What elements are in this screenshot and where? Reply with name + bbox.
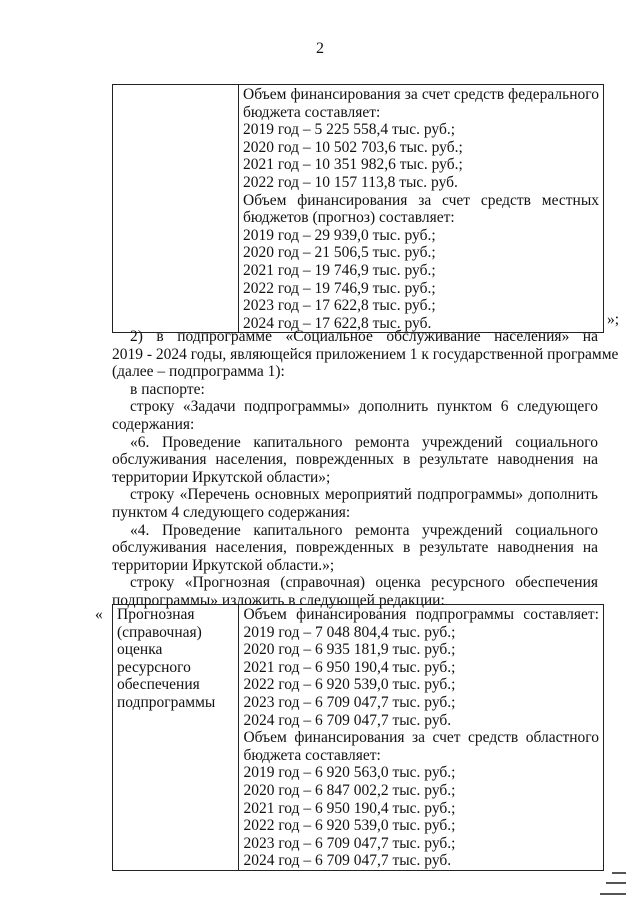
text-line: бюджета составляет:	[243, 746, 381, 764]
text-line: 2019 год – 29 939,0 тыс. руб.;	[243, 226, 436, 244]
table-closing-mark: »;	[607, 311, 620, 328]
text-line: территории Иркутской области.»;	[112, 556, 335, 574]
text-line: Объем финансирования подпрограммы составляет:	[243, 606, 599, 623]
text-line: 2020 год – 6 847 002,2 тыс. руб.;	[243, 781, 456, 799]
text-line: обеспечения	[117, 676, 200, 694]
table-opening-mark: «	[95, 606, 103, 623]
text-line: 2022 год – 19 746,9 тыс. руб.;	[243, 279, 436, 297]
scan-edge-mark	[600, 893, 626, 895]
text-line: 2022 год – 6 920 539,0 тыс. руб.;	[243, 817, 456, 835]
text-line: 2021 год – 6 950 190,4 тыс. руб.;	[243, 658, 456, 676]
text-line: строку «Задачи подпрограммы» дополнить пунктом 6 следующего	[130, 398, 598, 416]
text-line: (далее – подпрограмма 1):	[112, 363, 285, 381]
funding-cell	[239, 605, 604, 871]
text-line: 2024 год – 6 709 047,7 тыс. руб.	[243, 711, 452, 729]
text-line: содержания:	[112, 415, 195, 433]
text-line: подпрограммы	[117, 693, 216, 711]
text-line: оценка	[117, 641, 163, 659]
text-line: 2) в подпрограмме «Социальное обслуживание населения» на	[130, 328, 598, 345]
text-line: 2021 год – 6 950 190,4 тыс. руб.;	[243, 799, 456, 817]
funding-cell	[239, 85, 604, 333]
text-line: Объем финансирования за счет средств областного	[243, 729, 599, 747]
text-line: строку «Перечень основных мероприятий подпрограммы» дополнить	[130, 486, 598, 504]
text-line: «4. Проведение капитального ремонта учреждений социального	[130, 521, 598, 539]
page-number: 2	[316, 40, 324, 57]
text-line: Объем финансирования за счет средств федерального	[243, 86, 599, 103]
text-line: 2020 год – 21 506,5 тыс. руб.;	[243, 244, 436, 262]
text-line: бюджета составляет:	[243, 103, 381, 121]
text-line: территории Иркутской области»;	[112, 468, 331, 486]
text-line: строку «Прогнозная (справочная) оценка ресурсного обеспечения	[130, 574, 598, 592]
text-line: 2024 год – 6 709 047,7 тыс. руб.	[243, 852, 452, 870]
text-line: 2020 год – 10 502 703,6 тыс. руб.;	[243, 138, 463, 156]
text-line: (справочная)	[117, 623, 202, 641]
text-line: обслуживания населения, поврежденных в результате наводнения на	[112, 451, 598, 469]
text-line: 2020 год – 6 935 181,9 тыс. руб.;	[243, 641, 456, 659]
funding-table-continuation	[112, 84, 604, 333]
text-line: бюджетов (прогноз) составляет:	[243, 209, 455, 227]
scan-edge-mark	[612, 872, 626, 874]
text-line: 2022 год – 6 920 539,0 тыс. руб.;	[243, 676, 456, 694]
subprogram-funding-table	[112, 604, 604, 871]
text-line: 2019 год – 7 048 804,4 тыс. руб.;	[243, 623, 456, 641]
text-line: 2019 год – 6 920 563,0 тыс. руб.;	[243, 764, 456, 782]
text-line: 2023 год – 6 709 047,7 тыс. руб.;	[243, 693, 456, 711]
text-line: 2021 год – 19 746,9 тыс. руб.;	[243, 261, 436, 279]
scan-edge-mark	[606, 882, 626, 884]
text-line: в паспорте:	[130, 380, 205, 398]
text-line: обслуживания населения, поврежденных в результате наводнения на	[112, 539, 598, 557]
text-line: 2019 год – 5 225 558,4 тыс. руб.;	[243, 121, 456, 139]
text-line: 2022 год – 10 157 113,8 тыс. руб.	[243, 173, 458, 191]
text-line: 2023 год – 17 622,8 тыс. руб.;	[243, 297, 436, 315]
row-label-cell	[113, 605, 239, 871]
text-line: пунктом 4 следующего содержания:	[112, 503, 351, 521]
text-line: 2019 - 2024 годы, являющейся приложением 1 к государственной программе	[112, 345, 619, 363]
text-line: ресурсного	[117, 658, 191, 676]
text-line: Объем финансирования за счет средств местных	[243, 191, 599, 209]
text-line: подпрограммы» изложить в следующей редакции:	[112, 591, 445, 609]
text-line: Прогнозная	[117, 606, 195, 623]
text-line: «6. Проведение капитального ремонта учреждений социального	[130, 433, 598, 451]
text-line: 2024 год – 17 622,8 тыс. руб.	[243, 314, 432, 332]
empty-left-cell	[113, 85, 239, 333]
text-line: 2021 год – 10 351 982,6 тыс. руб.;	[243, 156, 463, 174]
body-text	[112, 328, 619, 610]
text-line: 2023 год – 6 709 047,7 тыс. руб.;	[243, 834, 456, 852]
